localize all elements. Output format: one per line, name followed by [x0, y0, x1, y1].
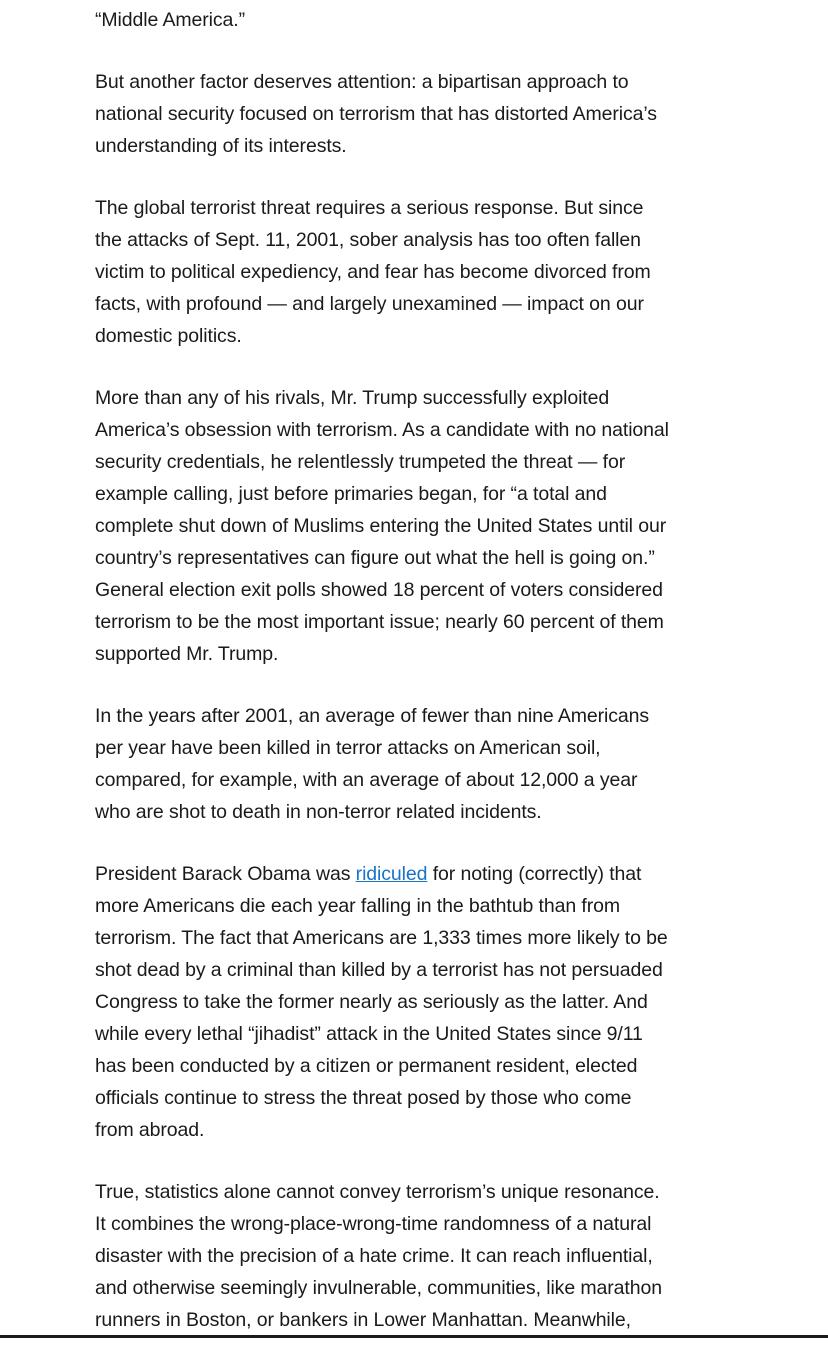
paragraph-trump-exploited [95, 382, 705, 670]
text-line: compared, for example, with an average of about 12,000 a year [95, 769, 638, 791]
text-line: while every lethal “jihadist” attack in the United States since 9/11 [95, 1023, 643, 1045]
text-line: terrorism. The fact that Americans are 1,333 times more likely to be [95, 927, 668, 949]
text-line: the attacks of Sept. 11, 2001, sober analysis has too often fallen [95, 229, 641, 251]
paragraph-statistics-alone [95, 1176, 705, 1336]
paragraph-obama-ridiculed [95, 858, 705, 1146]
text-line: More than any of his rivals, Mr. Trump successfully exploited [95, 387, 610, 409]
paragraph-middle-america [95, 4, 705, 36]
text-line: disaster with the precision of a hate crime. It can reach influential, [95, 1245, 653, 1267]
text-line: facts, with profound — and largely unexamined — impact on our [95, 293, 644, 315]
text-line: supported Mr. Trump. [95, 643, 279, 665]
paragraph-global-threat [95, 192, 705, 352]
text-line: example calling, just before primaries began, for “a total and [95, 483, 607, 505]
text-line: It combines the wrong-place-wrong-time randomness of a natural [95, 1213, 652, 1235]
text-segment: for noting (correctly) that [427, 863, 642, 885]
text-line: America’s obsession with terrorism. As a candidate with no national [95, 419, 669, 441]
ridiculed-link[interactable]: ridiculed [355, 863, 428, 885]
paragraph-another-factor [95, 66, 705, 162]
paragraph-years-after-2001 [95, 700, 705, 828]
text-line: victim to political expediency, and fear has become divorced from [95, 261, 651, 283]
text-line: “Middle America.” [95, 9, 246, 31]
text-line: The global terrorist threat requires a serious response. But since [95, 197, 644, 219]
text-line: complete shut down of Muslims entering the United States until our [95, 515, 667, 537]
text-line: more Americans die each year falling in the bathtub than from [95, 895, 621, 917]
article-body [95, 4, 705, 1366]
text-line: domestic politics. [95, 325, 242, 347]
text-line: But another factor deserves attention: a bipartisan approach to [95, 71, 629, 93]
text-line: Congress to take the former nearly as seriously as the latter. And [95, 991, 648, 1013]
text-line: terrorism to be the most important issue; nearly 60 percent of them [95, 611, 664, 633]
text-line: country’s representatives can figure out what the hell is going on.” [95, 547, 655, 569]
text-line: True, statistics alone cannot convey terrorism’s unique resonance. [95, 1181, 660, 1203]
text-line: from abroad. [95, 1119, 205, 1141]
text-line: shot dead by a criminal than killed by a terrorist has not persuaded [95, 959, 663, 981]
text-line: security credentials, he relentlessly trumpeted the threat — for [95, 451, 626, 473]
text-line: national security focused on terrorism that has distorted America’s [95, 103, 657, 125]
text-line: understanding of its interests. [95, 135, 347, 157]
text-line: officials continue to stress the threat posed by those who come [95, 1087, 632, 1109]
text-line: who are shot to death in non-terror related incidents. [95, 801, 542, 823]
text-line: General election exit polls showed 18 percent of voters considered [95, 579, 663, 601]
text-line: has been conducted by a citizen or permanent resident, elected [95, 1055, 638, 1077]
text-line: per year have been killed in terror attacks on American soil, [95, 737, 601, 759]
text-line: In the years after 2001, an average of fewer than nine Americans [95, 705, 650, 727]
text-segment: President Barack Obama was [95, 863, 356, 885]
text-line: and otherwise seemingly invulnerable, communities, like marathon [95, 1277, 662, 1299]
text-line [95, 858, 705, 890]
text-line: runners in Boston, or bankers in Lower Manhattan. Meanwhile, [95, 1309, 631, 1331]
